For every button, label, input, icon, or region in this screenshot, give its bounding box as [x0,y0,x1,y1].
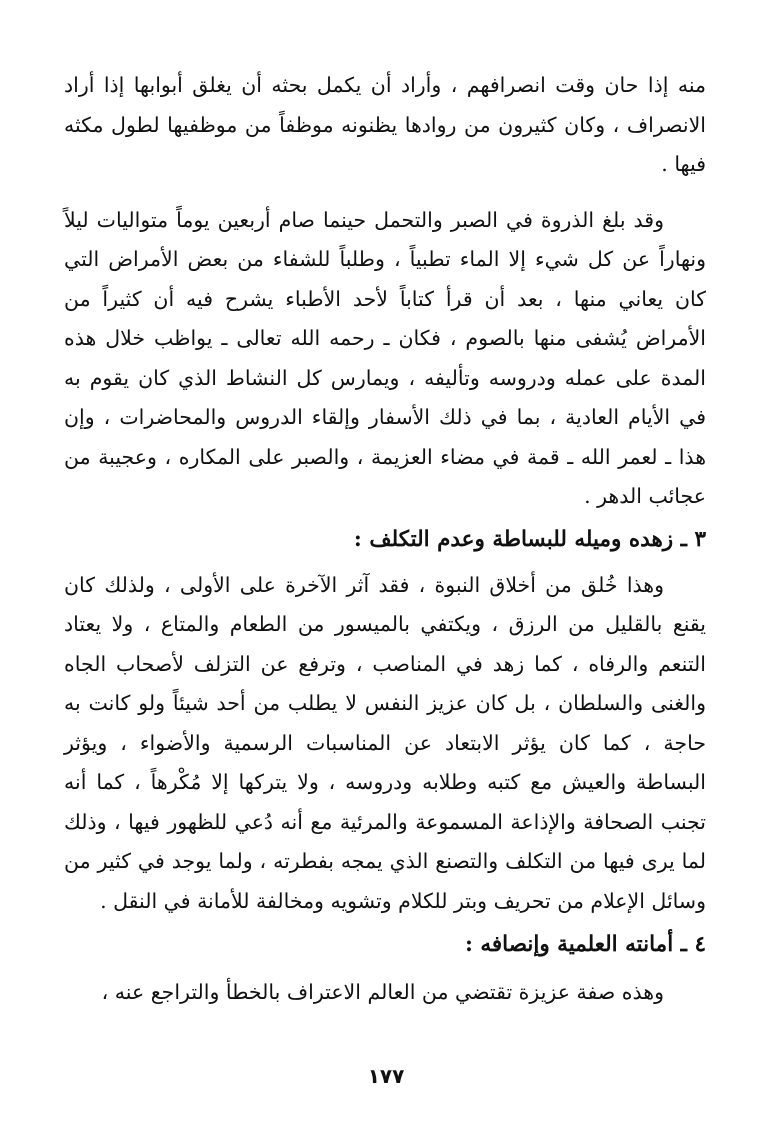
paragraph-library-continuation: منه إذا حان وقت انصرافهم ، وأراد أن يكمل بحثه أن يغلق أبوابها إذا أراد الانصراف ، وكان كثيرون من روادها يظنونه موظفاً من موظفيها لطول مكثه فيها . [64,73,706,176]
section-heading-asceticism: ٣ ـ زهده وميله للبساطة وعدم التكلف : [353,526,706,552]
section-3-heading-wrap [64,520,706,560]
paragraph-integrity-start: وهذه صفة عزيزة تقتضي من العالم الاعتراف بالخطأ والتراجع عنه ، [101,980,664,1004]
section-4-heading-wrap [64,925,706,965]
section-heading-scholarly-integrity: ٤ ـ أمانته العلمية وإنصافه : [464,932,706,957]
paragraph-asceticism: وهذا خُلق من أخلاق النبوة ، فقد آثر الآخرة على الأولى ، ولذلك كان يقنع بالقليل من الرزق ، ويكتفي بالميسور من الطعام والمتاع ، ولا يعتاد التنعم والرفاه ، كما زهد في المناصب ، وترفع عن التزلف لأصحاب الجاه والغنى والسلطان ، بل كان عزيز النفس لا يطلب من أحد شيئاً ولو كانت به حاجة ، كما كان يؤثر الابتعاد عن المناسبات الرسمية والأضواء ، ويؤثر البساطة والعيش مع كتبه وطلابه ودروسه ، ولا يتركها إلا مُكْرهاً ، كما أنه تجنب الصحافة والإذاعة المسموعة والمرئية مع أنه دُعي للظهور فيها ، وذلك لما يرى فيها من التكلف والتصنع الذي يمجه بفطرته ، ولما يوجد في كثير من وسائل الإعلام من تحريف وبتر للكلام وتشويه ومخالفة للأمانة في النقل . [64,572,706,913]
page-body [64,66,706,1013]
paragraph-fasting-patience: وقد بلغ الذروة في الصبر والتحمل حينما صام أربعين يوماً متواليات ليلاً ونهاراً عن كل شيء إلا الماء تطبياً ، وطلباً للشفاء من بعض الأمراض التي كان يعاني منها ، بعد أن قرأ كتاباً لأحد الأطباء يشرح فيه أن كثيراً من الأمراض يُشفى منها بالصوم ، فكان ـ رحمه الله تعالى ـ يواظب خلال هذه المدة على عمله ودروسه وتأليفه ، ويمارس كل النشاط الذي كان يقوم به في الأيام العادية ، بما في ذلك الأسفار وإلقاء الدروس والمحاضرات ، وإن هذا ـ لعمر الله ـ قمة في مضاء العزيمة ، والصبر على المكاره ، وعجيبة من عجائب الدهر . [64,207,706,508]
page-number: ١٧٧ [367,1064,405,1088]
